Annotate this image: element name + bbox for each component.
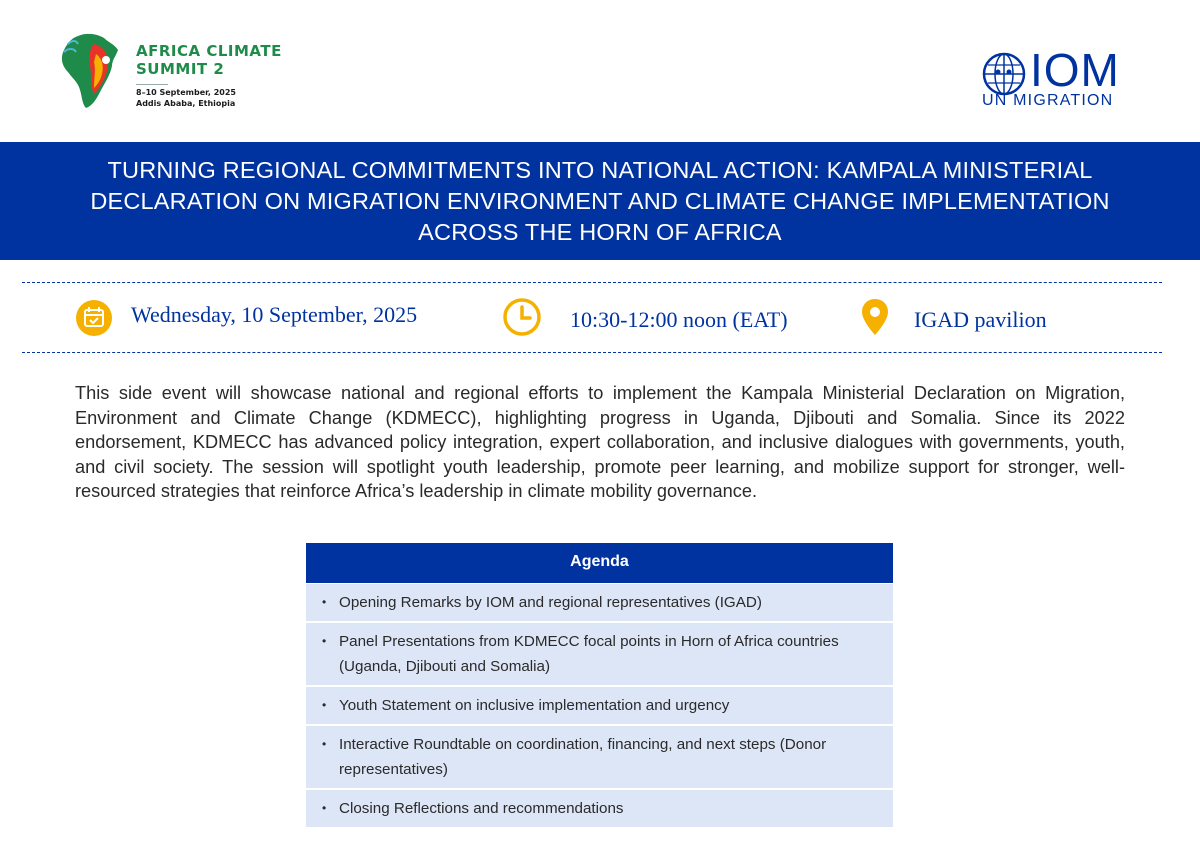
iom-logo [978,44,1138,112]
agenda-item-text: Youth Statement on inclusive implementation and urgency [339,697,730,714]
event-date: Wednesday, 10 September, 2025 [131,302,418,327]
agenda-item [306,584,893,623]
agenda-item [306,790,893,829]
divider-top [22,282,1162,283]
agenda-item-text: Interactive Roundtable on coordination, financing, and next steps (Donor representatives) [339,736,827,778]
agenda-item-text: Opening Remarks by IOM and regional representatives (IGAD) [339,594,762,611]
event-time: 10:30-12:00 noon (EAT) [570,307,788,332]
bullet-icon: • [322,801,327,815]
africa-map-icon [56,30,126,110]
agenda-item-text: Panel Presentations from KDMECC focal points in Horn of Africa countries (Uganda, Djibouti and Somalia) [339,633,839,675]
bullet-icon: • [322,698,327,712]
event-venue: IGAD pavilion [914,307,1047,332]
agenda-item [306,687,893,726]
bullet-icon: • [322,634,327,648]
iom-tagline: UN MIGRATION [982,92,1114,109]
location-pin-icon [861,298,889,336]
iom-wordmark: IOM [1030,44,1120,96]
calendar-icon [76,300,112,336]
agenda-heading: Agenda [306,543,893,584]
event-description: This side event will showcase national and regional efforts to implement the Kampala Ministerial Declaration on Migration, Environment and Climate Change (KDMECC), highlighting progress in Uganda, Djibouti and Somalia. Since its 2022 endorsement, KDMECC has advanced policy integration, expert collaboration, and inclusive dialogues with governments, youth, and civil society. The session will spotlight youth leadership, promote peer learning, and mobilize support for stronger, well-resourced strategies that reinforce Africa’s leadership in climate mobility governance. [75,383,1125,501]
bullet-icon: • [322,595,327,609]
africa-climate-summit-logo [42,26,298,122]
summit-divider [136,84,168,85]
summit-dates: 8–10 September, 2025 Addis Ababa, Ethiopia [136,88,236,108]
agenda-item [306,726,893,790]
iom-globe-icon [982,52,1026,96]
calendar-icon-badge [76,300,112,336]
agenda-item-text: Closing Reflections and recommendations [339,800,624,817]
bullet-icon: • [322,737,327,751]
clock-icon [502,297,542,337]
agenda-item [306,623,893,687]
agenda-table [306,543,893,829]
divider-bottom [22,352,1162,353]
page-title: TURNING REGIONAL COMMITMENTS INTO NATIONAL ACTION: KAMPALA MINISTERIAL DECLARATION ON MIGRATION ENVIRONMENT AND CLIMATE CHANGE IMPLEMENTATION ACROSS THE HORN OF AFRICA [90,156,1110,245]
title-banner [0,142,1200,260]
summit-title: AFRICA CLIMATE SUMMIT 2 [136,42,282,78]
